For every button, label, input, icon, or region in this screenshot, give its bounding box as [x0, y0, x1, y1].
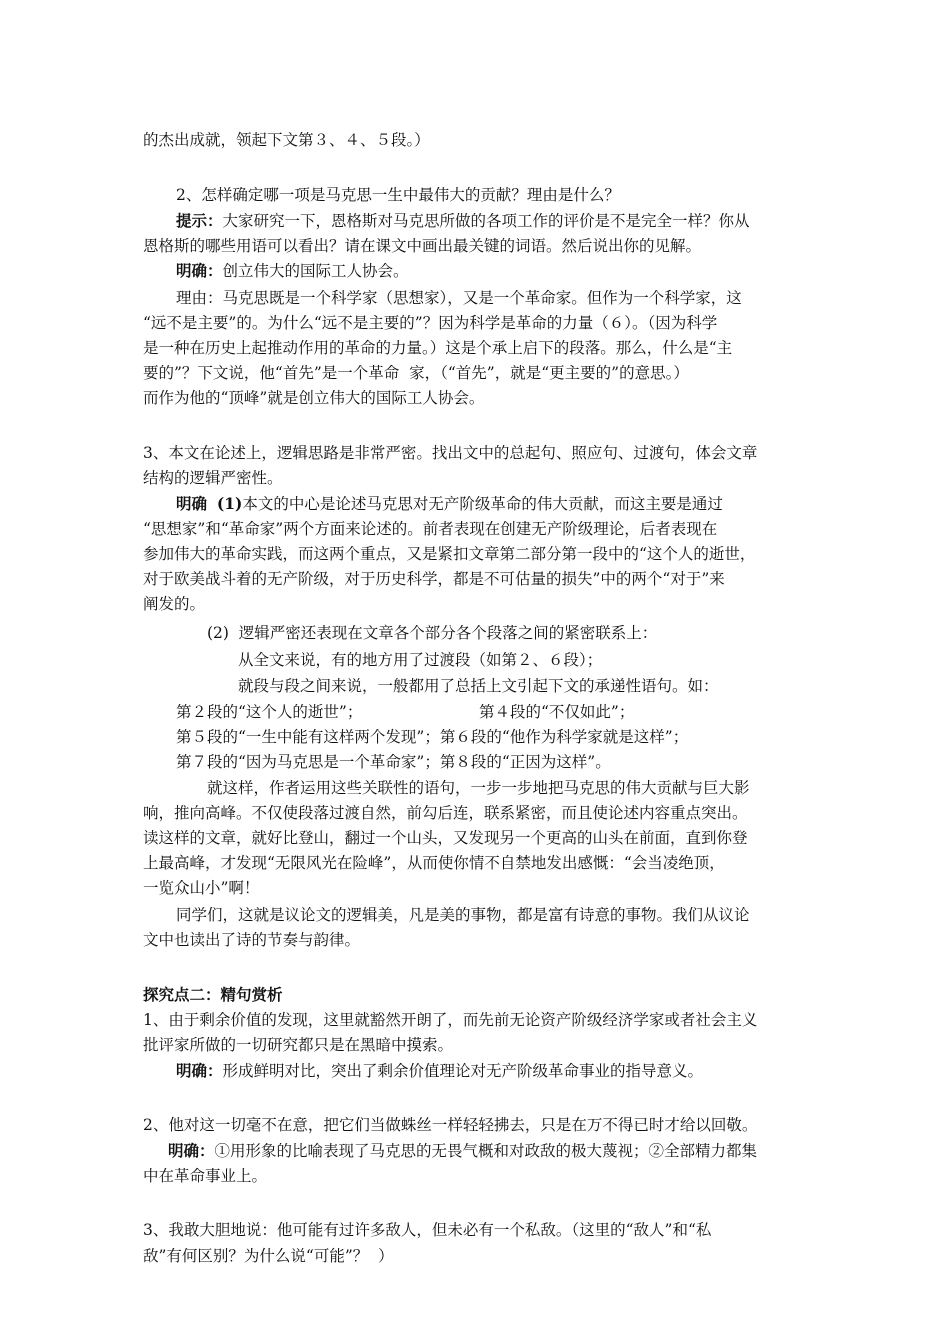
- text-span: 从全文来说，有的地方用了过渡段（如第２、６段）；: [238, 651, 603, 669]
- text-span: 的杰出成就，领起下文第３、４、５段。）: [143, 131, 430, 149]
- text-span: 而作为他的“顶峰”就是创立伟大的国际工人协会。: [143, 389, 485, 407]
- text-span: 阐发的。: [143, 595, 206, 613]
- text-span: 要的”？下文说，他“首先”是一个革命 家，（“首先”，就是“更主要的”的意思。）: [143, 364, 689, 382]
- text-line: [176, 700, 362, 724]
- text-span: 3、本文在论述上，逻辑思路是非常严密。找出文中的总起句、照应句、过渡句，体会文章: [143, 444, 758, 462]
- text-span: 2、怎样确定哪一项是马克思一生中最伟大的贡献？理由是什么？: [176, 186, 620, 204]
- text-line: [143, 1218, 711, 1242]
- text-line: [207, 621, 657, 645]
- text-span: 文中也读出了诗的节奏与韵律。: [143, 931, 361, 949]
- text-span: 第２段的“这个人的逝世”；: [176, 703, 363, 721]
- text-line: [176, 1059, 703, 1083]
- text-line: [143, 983, 283, 1007]
- text-line: [143, 1008, 757, 1032]
- bold-text: 明确: [176, 494, 208, 513]
- text-line: [143, 1244, 394, 1268]
- text-span: 就段与段之间来说，一般都用了总括上文引起下文的承递性语句。如：: [238, 677, 719, 695]
- text-span: 第４段的“不仅如此”；: [479, 703, 635, 721]
- text-span: [207, 495, 217, 513]
- text-span: 理由：马克思既是一个科学家（思想家），又是一个革命家。但作为一个科学家，这: [176, 289, 742, 307]
- text-line: [176, 209, 750, 233]
- text-span: 响，推向高峰。不仅使段落过渡自然，前勾后连，联系紧密，而且使论述内容重点突出。: [143, 804, 748, 822]
- text-span: 就这样，作者运用这些关联性的语句，一步一步地把马克思的伟大贡献与巨大影: [207, 779, 750, 797]
- text-line: [176, 183, 620, 207]
- text-span: 大家研究一下，恩格斯对马克思所做的各项工作的评价是不是完全一样？你从: [222, 212, 750, 230]
- text-line: [143, 517, 717, 541]
- text-line: [176, 725, 688, 749]
- text-span: 批评家所做的一切研究都只是在黑暗中摸索。: [143, 1036, 454, 1054]
- bold-text: 探究点二：精句赏析: [143, 985, 283, 1004]
- text-span: 创立伟大的国际工人协会。: [222, 262, 409, 280]
- text-line: [238, 648, 602, 672]
- text-line: [143, 234, 701, 258]
- text-span: 结构的逻辑严密性。: [143, 469, 283, 487]
- text-span: (2) 逻辑严密还表现在文章各个部分各个段落之间的紧密联系上：: [207, 624, 658, 642]
- text-span: 2、他对这一切毫不在意，把它们当做蛛丝一样轻轻拂去，只是在万不得已时才给以回敬。: [143, 1116, 758, 1134]
- text-line: [143, 1113, 757, 1137]
- text-line: [143, 826, 748, 850]
- text-span: 是一种在历史上起推动作用的革命的力量。）这是个承上启下的段落。那么，什么是“主: [143, 339, 733, 357]
- text-span: 本文的中心是论述马克思对无产阶级革命的伟大贡献，而这主要是通过: [242, 495, 723, 513]
- text-span: ①用形象的比喻表现了马克思的无畏气概和对政敌的极大蔑视；②全部精力都集: [214, 1142, 758, 1160]
- text-line: [143, 336, 732, 360]
- text-span: 参加伟大的革命实践，而这两个重点，又是紧扣文章第二部分第一段中的“这个人的逝世，: [143, 545, 756, 563]
- text-span: 中在革命事业上。: [143, 1167, 268, 1185]
- bold-text: 明确：: [176, 261, 223, 280]
- text-line: [143, 311, 717, 335]
- text-span: “思想家”和“革命家”两个方面来论述的。前者表现在创建无产阶级理论，后者表现在: [143, 520, 718, 538]
- text-line: [143, 592, 205, 616]
- text-line: [143, 361, 689, 385]
- text-span: 形成鲜明对比，突出了剩余价值理论对无产阶级革命事业的指导意义。: [222, 1062, 704, 1080]
- text-span: 读这样的文章，就好比登山，翻过一个山头，又发现另一个更高的山头在前面，直到你登: [143, 829, 748, 847]
- text-span: 第７段的“因为马克思是一个革命家”；第８段的“正因为这样”。: [176, 753, 611, 771]
- text-line: [176, 286, 742, 310]
- text-line: [143, 567, 725, 591]
- text-line: [143, 441, 757, 465]
- text-span: 第５段的“一生中能有这样两个发现”；第６段的“他作为科学家就是这样”；: [176, 728, 689, 746]
- bold-text: (1): [216, 494, 243, 513]
- text-line: [143, 1164, 267, 1188]
- text-line: [143, 386, 484, 410]
- bold-text: 提示：: [176, 211, 223, 230]
- text-span: 对于欧美战斗着的无产阶级，对于历史科学，都是不可估量的损失”中的两个“对于”来: [143, 570, 725, 588]
- text-span: 敌”有何区别？为什么说“可能”？ ）: [143, 1247, 394, 1265]
- text-line: [176, 492, 723, 516]
- text-span: 上最高峰，才发现“无限风光在险峰”，从而使你情不自禁地发出感慨：“会当凌绝顶，: [143, 854, 725, 872]
- text-line: [168, 1139, 757, 1163]
- text-line: [143, 466, 283, 490]
- text-line: [143, 928, 360, 952]
- text-line: [238, 674, 719, 698]
- text-span: 一览众山小”啊！: [143, 879, 260, 897]
- bold-text: 明确：: [176, 1061, 223, 1080]
- text-line: [176, 750, 611, 774]
- text-span: “远不是主要”的。为什么“远不是主要的”？因为科学是革命的力量（６）。（因为科学: [143, 314, 718, 332]
- text-span: 1、由于剩余价值的发现，这里就豁然开朗了，而先前无论资产阶级经济学家或者社会主义: [143, 1011, 758, 1029]
- text-span: 3、我敢大胆地说：他可能有过许多敌人，但未必有一个私敌。（这里的“敌人”和“私: [143, 1221, 712, 1239]
- text-line: [207, 776, 750, 800]
- text-line: [479, 700, 634, 724]
- text-line: [143, 801, 748, 825]
- text-line: [176, 259, 409, 283]
- text-line: [143, 128, 430, 152]
- text-span: 恩格斯的哪些用语可以看出？请在课文中画出最关键的词语。然后说出你的见解。: [143, 237, 702, 255]
- text-span: 同学们，这就是议论文的逻辑美，凡是美的事物，都是富有诗意的事物。我们从议论: [176, 906, 750, 924]
- text-line: [143, 1033, 453, 1057]
- bold-text: 明确：: [168, 1141, 215, 1160]
- text-line: [143, 876, 259, 900]
- text-line: [176, 903, 750, 927]
- text-line: [143, 542, 755, 566]
- text-line: [143, 851, 725, 875]
